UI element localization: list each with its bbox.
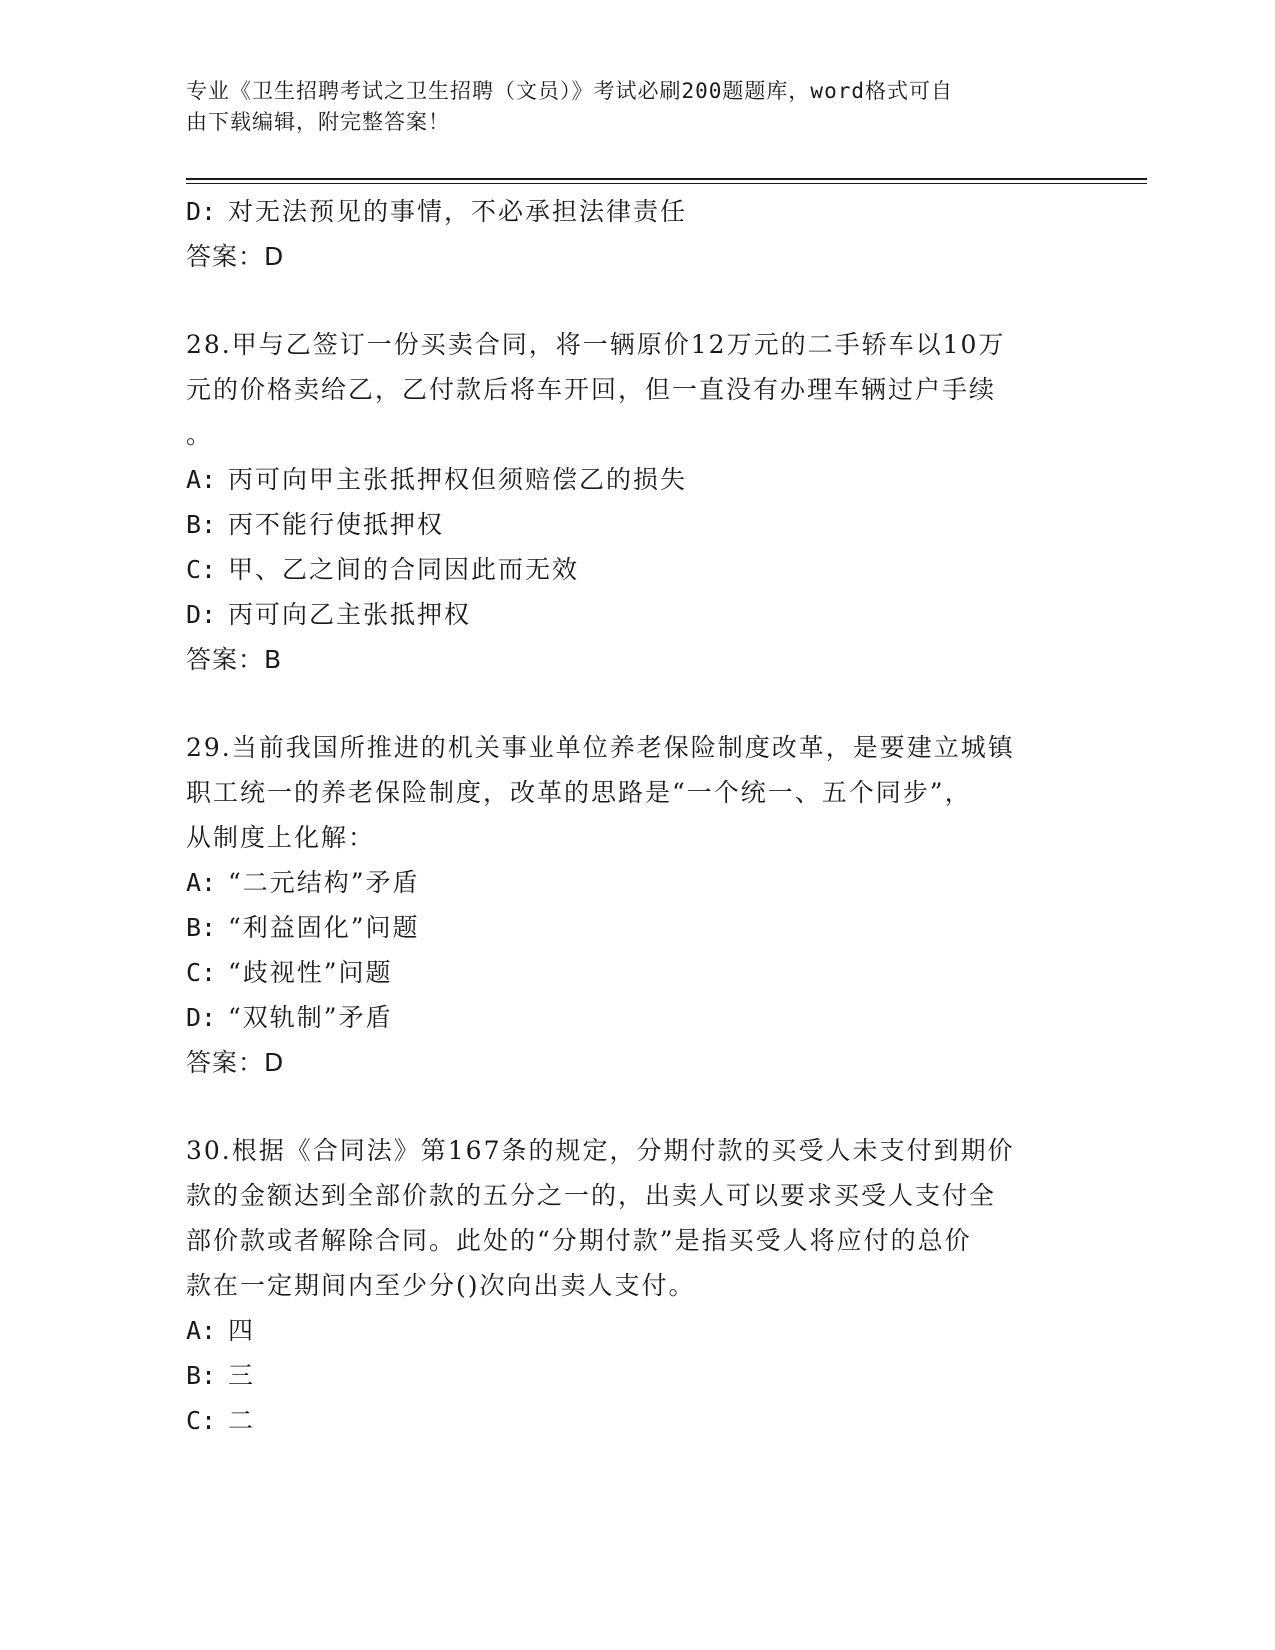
option-text: 四 [228,1316,256,1345]
question-28 [186,322,1066,682]
option-a [186,1308,1066,1353]
question-answer: 答案：B [186,645,283,674]
option-c [186,1398,1066,1443]
option-letter: C: [186,958,217,987]
option-text: 二 [228,1406,256,1435]
question-stem-line: 28.甲与乙签订一份买卖合同，将一辆原价12万元的二手轿车以10万 [186,330,1006,359]
option-letter: A: [186,1316,217,1345]
header-line-1: 专业《卫生招聘考试之卫生招聘（文员）》考试必刷200题题库，word格式可自 [186,79,953,103]
header-divider-thin [186,183,1147,184]
document-body [186,189,1066,1443]
question-stem-line: 元的价格卖给乙，乙付款后将车开回，但一直没有办理车辆过户手续 [186,375,997,404]
option-text: 丙可向乙主张抵押权 [228,600,472,629]
option-letter: C: [186,1406,217,1435]
spacer [186,682,1066,725]
option-text: “利益固化”问题 [228,913,420,942]
prev-question-option-d [186,189,1066,234]
option-b [186,905,1066,950]
option-letter: A: [186,465,217,494]
question-30 [186,1128,1066,1443]
option-text: 甲、乙之间的合同因此而无效 [228,555,580,584]
question-stem-line: 部价款或者解除合同。此处的“分期付款”是指买受人将应付的总价 [186,1226,972,1255]
option-letter: B: [186,510,217,539]
prev-question-answer: 答案：D [186,242,285,271]
option-c [186,547,1066,592]
option-text: 三 [228,1361,256,1390]
option-text: 对无法预见的事情，不必承担法律责任 [228,197,688,226]
option-b [186,1353,1066,1398]
header-divider-thick [186,178,1147,180]
option-a [186,457,1066,502]
document-header [186,76,1066,138]
option-d [186,592,1066,637]
option-text: 丙不能行使抵押权 [228,510,445,539]
option-text: “二元结构”矛盾 [228,868,420,897]
option-a [186,860,1066,905]
spacer [186,279,1066,322]
question-stem-line: 29.当前我国所推进的机关事业单位养老保险制度改革，是要建立城镇 [186,733,1015,762]
question-stem-line: 款的金额达到全部价款的五分之一的，出卖人可以要求买受人支付全 [186,1181,997,1210]
option-letter: D: [186,600,217,629]
question-stem-line: 职工统一的养老保险制度，改革的思路是“一个统一、五个同步”， [186,778,972,807]
question-stem-line: 30.根据《合同法》第167条的规定，分期付款的买受人未支付到期价 [186,1136,1015,1165]
question-stem-line: 款在一定期间内至少分()次向出卖人支付。 [186,1271,696,1300]
option-letter: A: [186,868,217,897]
option-b [186,502,1066,547]
option-letter: B: [186,913,217,942]
option-letter: B: [186,1361,217,1390]
option-letter: D: [186,1003,217,1032]
option-text: “歧视性”问题 [228,958,393,987]
option-text: 丙可向甲主张抵押权但须赔偿乙的损失 [228,465,688,494]
option-c [186,950,1066,995]
question-answer: 答案：D [186,1048,285,1077]
header-line-2: 由下载编辑，附完整答案！ [186,110,450,134]
option-text: “双轨制”矛盾 [228,1003,393,1032]
option-d [186,995,1066,1040]
question-stem-line: 从制度上化解： [186,823,376,852]
question-stem-line: 。 [186,420,214,449]
option-letter: C: [186,555,217,584]
question-29 [186,725,1066,1085]
spacer [186,1085,1066,1128]
option-letter: D: [186,197,217,226]
